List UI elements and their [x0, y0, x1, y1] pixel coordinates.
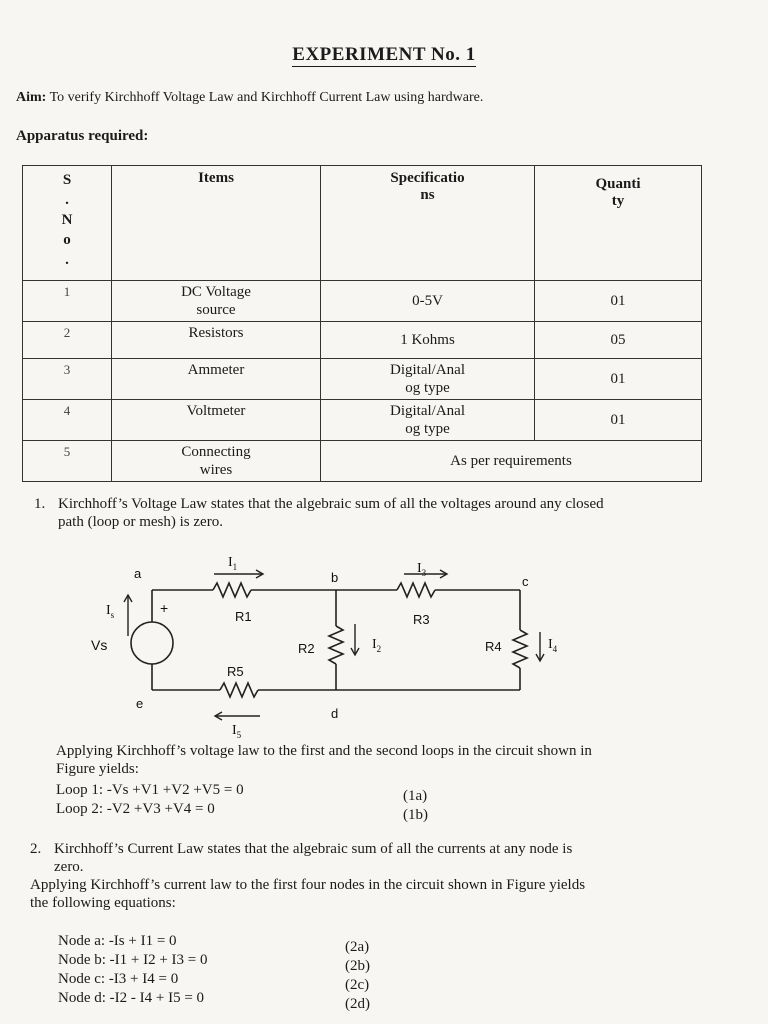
circuit-diagram	[80, 552, 560, 742]
table-row: 2 Resistors 1 Kohms 05	[23, 322, 702, 359]
i3-label: $I_3$	[417, 561, 427, 578]
node-d-label: d	[331, 706, 339, 721]
circuit-wires	[131, 583, 527, 697]
node-a-equation: Node a: -Is + I1 = 0	[58, 933, 177, 949]
node-a-label: a	[134, 566, 142, 581]
i1-label: $I_1$	[228, 555, 238, 572]
plus-sign: +	[160, 600, 169, 616]
vs-label: Vs	[91, 637, 108, 653]
i4-label: $I_4$	[548, 637, 558, 654]
is-label: $I_s$	[106, 603, 115, 620]
table-row: 1 DC Voltage source 0-5V 01	[23, 281, 702, 322]
i2-label: $I_2$	[372, 637, 382, 654]
resistor-r1	[213, 583, 251, 597]
node-c-equation: Node c: -I3 + I4 = 0	[58, 971, 179, 987]
kvl-statement: 1. Kirchhoff’s Voltage Law states that the algebraic sum of all the voltages around any closed path (loop or mesh) is zero.	[34, 496, 604, 530]
table-row: 4 Voltmeter Digital/Anal og type 01	[23, 400, 702, 441]
r1-label: R1	[235, 609, 252, 624]
node-e-label: e	[136, 696, 144, 711]
r5-label: R5	[227, 664, 244, 679]
apparatus-table	[22, 165, 702, 482]
header-items: Items	[112, 166, 321, 281]
header-specifications: Specificatio ns	[321, 166, 535, 281]
header-sno: S . N o .	[23, 166, 112, 281]
resistor-r4	[513, 630, 527, 668]
eq-2d-number: (2d)	[345, 996, 370, 1012]
table-row: 3 Ammeter Digital/Anal og type 01	[23, 359, 702, 400]
loop1-equation: Loop 1: -Vs +V1 +V2 +V5 = 0	[56, 782, 244, 798]
kcl-statement: 2. Kirchhoff’s Current Law states that the algebraic sum of all the currents at any node is zero.	[30, 841, 573, 875]
r4-label: R4	[485, 639, 502, 654]
node-d-equation: Node d: -I2 - I4 + I5 = 0	[58, 990, 205, 1006]
aim-line	[16, 90, 483, 106]
r2-label: R2	[298, 641, 315, 656]
table-row: 5 Connecting wires As per requirements	[23, 441, 702, 482]
kvl-application: Applying Kirchhoff’s voltage law to the first and the second loops in the circuit shown in Figure yields:	[56, 743, 592, 777]
experiment-title: EXPERIMENT No. 1	[292, 44, 476, 65]
resistor-r2	[329, 626, 343, 664]
aim-label: Aim:	[16, 90, 47, 105]
i5-label: $I_5$	[232, 723, 242, 740]
voltage-source	[131, 622, 173, 664]
node-c-label: c	[522, 574, 529, 589]
eq-2c-number: (2c)	[345, 977, 370, 993]
eq-1b-number: (1b)	[403, 807, 428, 823]
resistor-r3	[397, 583, 435, 597]
eq-2a-number: (2a)	[345, 939, 370, 955]
apparatus-heading: Apparatus required:	[16, 128, 149, 144]
node-b-label: b	[331, 570, 339, 585]
resistor-r5	[220, 683, 258, 697]
node-b-equation: Node b: -I1 + I2 + I3 = 0	[58, 952, 208, 968]
eq-2b-number: (2b)	[345, 958, 370, 974]
eq-1a-number: (1a)	[403, 788, 428, 804]
loop2-equation: Loop 2: -V2 +V3 +V4 = 0	[56, 801, 215, 817]
header-quantity: Quanti ty	[535, 166, 702, 281]
r3-label: R3	[413, 612, 430, 627]
table-header-row	[23, 166, 702, 281]
kcl-application: Applying Kirchhoff’s current law to the first four nodes in the circuit shown in Figure yields the following equations:	[30, 877, 586, 911]
aim-text: To verify Kirchhoff Voltage Law and Kirchhoff Current Law using hardware.	[46, 90, 484, 105]
